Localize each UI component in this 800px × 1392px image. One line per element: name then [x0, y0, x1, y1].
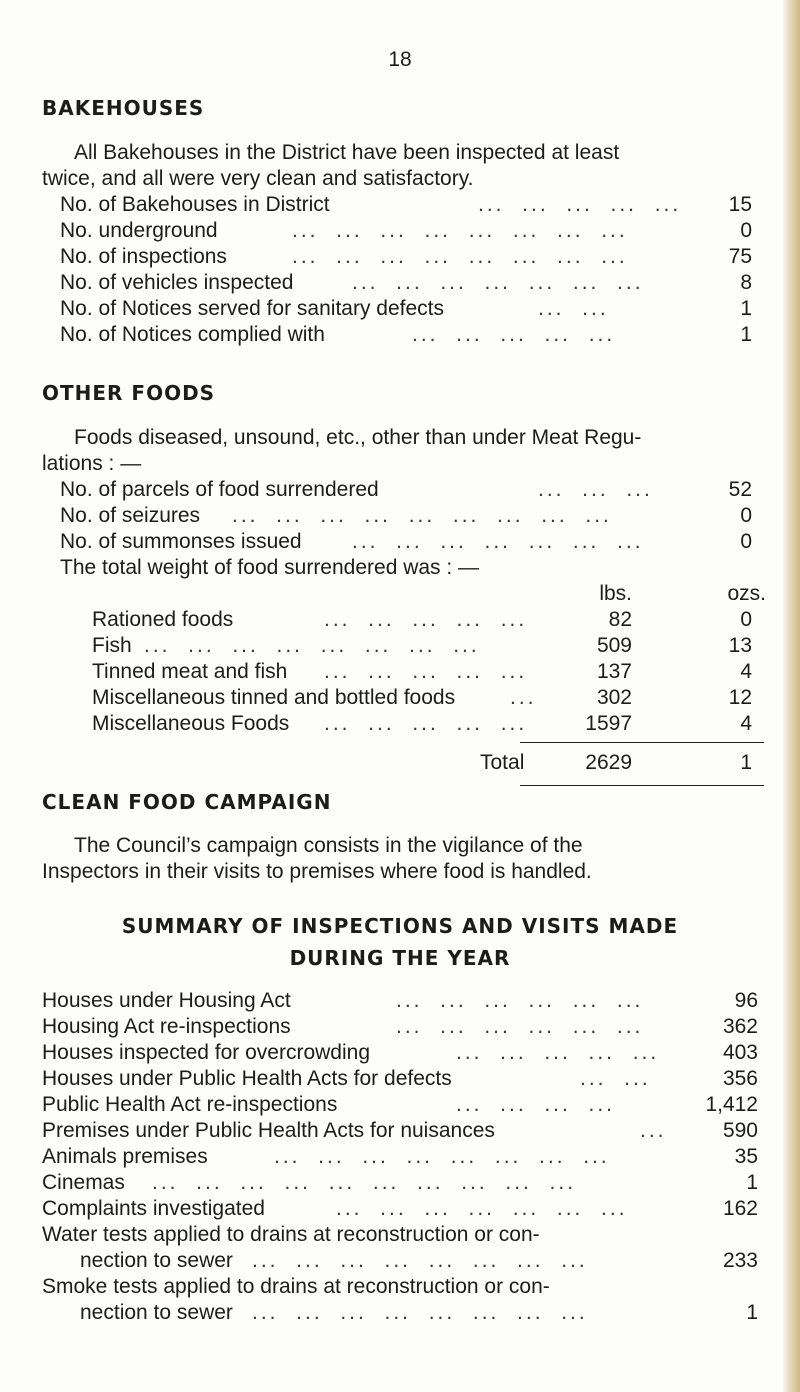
item-value: 15 [728, 193, 752, 216]
leader-dots: ... ... ... ... ... [324, 712, 528, 735]
other-foods-intro-line2: lations : — [42, 452, 142, 475]
bakehouses-heading: BAKEHOUSES [42, 96, 205, 120]
bakehouses-item [60, 322, 752, 348]
weight-label: Tinned meat and fish [92, 660, 288, 683]
item-label: No. of inspections [60, 245, 227, 268]
smoke-tests-item [42, 1300, 758, 1326]
item-label: No. of Bakehouses in District [60, 193, 330, 216]
summary-item [42, 1040, 758, 1066]
item-label: Cinemas [42, 1171, 125, 1194]
other-foods-heading: OTHER FOODS [42, 381, 216, 405]
weight-ozs: 4 [740, 660, 752, 683]
leader-dots: ... ... ... ... ... ... ... ... [292, 219, 628, 242]
item-value: 233 [722, 1249, 758, 1272]
other-foods-item [60, 503, 752, 529]
item-label: Houses under Housing Act [42, 989, 291, 1012]
bakehouses-item [60, 192, 752, 218]
summary-heading-line1: SUMMARY OF INSPECTIONS AND VISITS MADE [121, 914, 679, 938]
item-value: 362 [722, 1015, 758, 1038]
weight-lbs: 302 [596, 686, 632, 709]
leader-dots: ... ... ... [538, 478, 653, 501]
leader-dots: ... ... ... ... ... ... ... [352, 271, 644, 294]
leader-dots: ... ... ... ... ... ... [396, 989, 644, 1012]
smoke-tests-line1: Smoke tests applied to drains at reconstruction or con- [42, 1275, 550, 1298]
total-rule-bottom [520, 785, 764, 786]
item-value: 403 [722, 1041, 758, 1064]
total-ozs: 1 [740, 751, 752, 774]
weight-label: Fish [92, 634, 132, 657]
bakehouses-intro-line2: twice, and all were very clean and satisfactory. [42, 167, 474, 190]
leader-dots: ... [510, 686, 537, 709]
page-edge-shadow [782, 0, 800, 1392]
item-label: Premises under Public Health Acts for nuisances [42, 1119, 495, 1142]
item-value: 1 [746, 1301, 758, 1324]
leader-dots: ... ... ... ... [456, 1093, 616, 1116]
summary-heading-line2: DURING THE YEAR [289, 946, 511, 970]
item-value: 8 [740, 271, 752, 294]
summary-item [42, 1170, 758, 1196]
item-label: nection to sewer [80, 1249, 233, 1272]
item-value: 0 [740, 504, 752, 527]
item-value: 96 [734, 989, 758, 1012]
bakehouses-item [60, 270, 752, 296]
bakehouses-item [60, 218, 752, 244]
leader-dots: ... [640, 1119, 667, 1142]
leader-dots: ... ... ... ... ... ... ... ... ... [232, 504, 612, 527]
other-foods-item [60, 529, 752, 555]
total-lbs: 2629 [585, 751, 632, 774]
item-label: Housing Act re-inspections [42, 1015, 291, 1038]
water-tests-line1: Water tests applied to drains at reconstruction or con- [42, 1223, 540, 1246]
weights-row [92, 711, 766, 737]
bakehouses-item [60, 296, 752, 322]
item-value: 356 [722, 1067, 758, 1090]
leader-dots: ... ... ... ... ... ... ... ... [252, 1301, 588, 1324]
summary-item [42, 1196, 758, 1222]
bakehouses-intro-line1: All Bakehouses in the District have been inspected at least [74, 141, 620, 164]
leader-dots: ... ... ... ... ... [456, 1041, 660, 1064]
item-value: 75 [728, 245, 752, 268]
item-value: 1 [740, 297, 752, 320]
leader-dots: ... ... ... ... ... ... ... ... [144, 634, 480, 657]
weights-row [92, 633, 766, 659]
item-label: No. underground [60, 219, 218, 242]
leader-dots: ... ... ... ... ... ... ... ... [252, 1249, 588, 1272]
total-label: Total [480, 751, 525, 774]
weight-ozs: 13 [728, 634, 752, 657]
weight-lbs: 82 [608, 608, 632, 631]
leader-dots: ... ... ... ... ... ... ... ... [292, 245, 628, 268]
weight-label: Miscellaneous tinned and bottled foods [92, 686, 456, 709]
weights-header [92, 581, 766, 607]
item-label: No. of vehicles inspected [60, 271, 294, 294]
summary-item [42, 988, 758, 1014]
item-label: No. of summonses issued [60, 530, 302, 553]
weight-lbs: 1597 [585, 712, 632, 735]
leader-dots: ... ... [538, 297, 609, 320]
item-value: 162 [722, 1197, 758, 1220]
item-label: nection to sewer [80, 1301, 233, 1324]
item-value: 1,412 [705, 1093, 758, 1116]
summary-item [42, 1014, 758, 1040]
weight-ozs: 4 [740, 712, 752, 735]
leader-dots: ... ... ... ... ... ... ... ... [274, 1145, 610, 1168]
item-label: No. of Notices complied with [60, 323, 325, 346]
leader-dots: ... ... ... ... ... [478, 193, 682, 216]
weight-intro: The total weight of food surrendered was : — [60, 556, 480, 579]
item-value: 0 [740, 219, 752, 242]
col-ozs-header: ozs. [727, 582, 766, 605]
item-value: 35 [734, 1145, 758, 1168]
item-value: 590 [722, 1119, 758, 1142]
item-value: 1 [746, 1171, 758, 1194]
leader-dots: ... ... ... ... ... ... [396, 1015, 644, 1038]
page-number: 18 [388, 48, 412, 71]
leader-dots: ... ... ... ... ... [324, 660, 528, 683]
leader-dots: ... ... [580, 1067, 651, 1090]
item-value: 1 [740, 323, 752, 346]
clean-food-line2: Inspectors in their visits to premises where food is handled. [42, 860, 592, 883]
col-lbs-header: lbs. [599, 582, 632, 605]
item-label: No. of Notices served for sanitary defects [60, 297, 444, 320]
item-value: 52 [728, 478, 752, 501]
clean-food-heading: CLEAN FOOD CAMPAIGN [42, 790, 332, 814]
item-label: Animals premises [42, 1145, 208, 1168]
weight-ozs: 0 [740, 608, 752, 631]
item-label: Houses inspected for overcrowding [42, 1041, 371, 1064]
bakehouses-item [60, 244, 752, 270]
weights-total-row [92, 750, 766, 776]
weight-label: Miscellaneous Foods [92, 712, 290, 735]
weights-row [92, 659, 766, 685]
summary-item [42, 1144, 758, 1170]
item-value: 0 [740, 530, 752, 553]
item-label: Houses under Public Health Acts for defects [42, 1067, 452, 1090]
clean-food-line1: The Council’s campaign consists in the vigilance of the [74, 834, 583, 857]
leader-dots: ... ... ... ... ... ... ... [336, 1197, 628, 1220]
other-foods-item [60, 477, 752, 503]
summary-item [42, 1066, 758, 1092]
summary-item [42, 1118, 758, 1144]
item-label: Complaints investigated [42, 1197, 265, 1220]
weight-ozs: 12 [728, 686, 752, 709]
item-label: No. of parcels of food surrendered [60, 478, 379, 501]
leader-dots: ... ... ... ... ... [324, 608, 528, 631]
total-rule-top [520, 742, 764, 743]
item-label: No. of seizures [60, 504, 201, 527]
weights-row [92, 607, 766, 633]
item-label: Public Health Act re-inspections [42, 1093, 338, 1116]
weight-lbs: 137 [596, 660, 632, 683]
leader-dots: ... ... ... ... ... ... ... [352, 530, 644, 553]
water-tests-item [42, 1248, 758, 1274]
weight-lbs: 509 [596, 634, 632, 657]
summary-item [42, 1092, 758, 1118]
leader-dots: ... ... ... ... ... [412, 323, 616, 346]
leader-dots: ... ... ... ... ... ... ... ... ... ... [152, 1171, 577, 1194]
other-foods-intro-line1: Foods diseased, unsound, etc., other than under Meat Regu- [74, 426, 642, 449]
weight-label: Rationed foods [92, 608, 234, 631]
weights-row [92, 685, 766, 711]
